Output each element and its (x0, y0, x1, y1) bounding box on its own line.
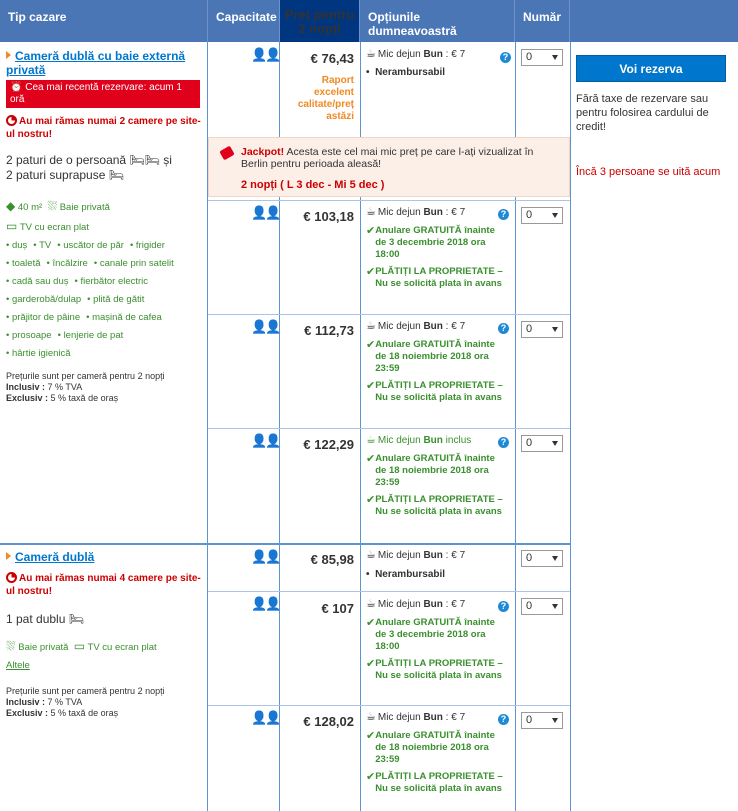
room1-beds-bunk: 2 paturi suprapuse (6, 168, 106, 182)
room-quantity-select[interactable] (521, 49, 563, 66)
recent-booking-text: Cea mai recentă rezervare: acum 1 oră (10, 82, 182, 105)
breakfast-quality: Bun (423, 550, 443, 561)
room2-remaining-text: Au mai rămas numai 4 camere pe site-ul nostru! (6, 573, 201, 597)
two-persons-icon: 👤👤 (251, 47, 280, 62)
inclusive-value: 7 % TVA (47, 697, 83, 707)
row-divider (208, 314, 570, 315)
breakfast-option (366, 320, 498, 333)
room-quantity-select[interactable] (521, 321, 563, 338)
quantity-value: 0 (526, 552, 533, 564)
quantity-value: 0 (526, 714, 533, 726)
excellent-value-note: Raport excelent calitate/preț astăzi (297, 75, 354, 122)
room-size-icon: ◆ (6, 199, 16, 213)
row-divider (208, 428, 570, 429)
check-icon: ✔ (366, 771, 376, 783)
free-cancellation (366, 225, 506, 261)
pay-at-property-text: PLĂTIȚI LA PROPRIETATE – Nu se solicită plata în avans (375, 380, 503, 403)
jackpot-title: Jackpot! (241, 146, 285, 158)
breakfast-price: : € 7 (442, 49, 466, 60)
facility-item: • cadă sau duș (6, 276, 68, 287)
shower-icon: ⛆ (47, 199, 58, 213)
check-icon: ✔ (366, 339, 376, 351)
breakfast-price: : € 7 (442, 207, 466, 218)
inclusive-value: 7 % TVA (47, 382, 83, 392)
facility-item: • lenjerie de pat (58, 330, 124, 341)
breakfast-label: Mic dejun (377, 207, 424, 218)
room2-price-note-text: Prețurile sunt per cameră pentru 2 nopți (6, 686, 165, 696)
facility-item: • fierbător electric (74, 276, 148, 287)
offer-price: € 107 (321, 601, 354, 616)
breakfast-option (366, 598, 498, 611)
room2-tv: TV cu ecran plat (87, 642, 157, 653)
offer-price: € 128,02 (303, 714, 354, 729)
coffee-cup-icon: ☕ (366, 48, 376, 60)
room1-beds (6, 153, 204, 183)
expand-arrow-icon (6, 51, 11, 59)
check-icon: ✔ (366, 494, 376, 506)
col-divider (570, 42, 571, 811)
breakfast-quality: Bun (423, 321, 443, 332)
room2-price-note (6, 686, 204, 719)
reserve-button[interactable]: Voi rezerva (576, 55, 726, 82)
room1-title-wrap[interactable] (6, 49, 204, 77)
room1-remaining (6, 115, 204, 141)
chevron-down-icon (552, 327, 558, 332)
header-capacity: Capacitate (208, 0, 280, 42)
breakfast-price: : € 7 (442, 321, 466, 332)
exclusive-label: Exclusiv : (6, 708, 49, 718)
quantity-value: 0 (526, 437, 533, 449)
room2-beds (6, 612, 204, 627)
exclusive-value: 5 % taxă de oraș (50, 708, 119, 718)
breakfast-label: Mic dejun (377, 435, 424, 446)
facility-item: • încălzire (47, 258, 88, 269)
bunk-bed-icon: 🛏 (108, 168, 124, 182)
single-bed-icon: 🛏🛏 (129, 153, 160, 167)
free-cancellation-text: Anulare GRATUITĂ înainte de 18 noiembrie 2018 ora 23:59 (375, 339, 495, 374)
tv-icon: ▭ (6, 219, 18, 233)
exclusive-label: Exclusiv : (6, 393, 49, 403)
facility-list (6, 237, 204, 255)
jackpot-text: Acesta este cel mai mic preț pe care l-ați vizualizat în Berlin pentru perioada aleasă! (241, 146, 534, 170)
facility-item: • hârtie igienică (6, 348, 71, 359)
breakfast-label: Mic dejun (377, 550, 424, 561)
chevron-down-icon (552, 604, 558, 609)
chevron-down-icon (552, 441, 558, 446)
facility-item: • duș (6, 240, 27, 251)
free-cancellation (366, 339, 506, 375)
chevron-down-icon (552, 55, 558, 60)
breakfast-quality: Bun (423, 49, 443, 60)
offer-price: € 122,29 (303, 437, 354, 452)
check-icon: ✔ (366, 730, 376, 742)
facility-item: • garderobă/dulap (6, 294, 81, 305)
nonrefundable-text: Nerambursabil (375, 569, 446, 580)
facility-item: • mașină de cafea (86, 312, 162, 323)
free-cancellation (366, 730, 506, 766)
coffee-cup-icon: ☕ (366, 434, 376, 446)
facility-item: • toaletă (6, 258, 41, 269)
two-persons-icon: 👤👤 (251, 205, 280, 220)
help-icon[interactable]: ? (498, 714, 509, 725)
tv-icon: ▭ (73, 639, 86, 653)
breakfast-label: Mic dejun (377, 321, 424, 332)
help-icon[interactable]: ? (498, 209, 509, 220)
pay-at-property (366, 658, 506, 682)
pay-at-property-text: PLĂTIȚI LA PROPRIETATE – Nu se solicită plata în avans (375, 658, 503, 681)
free-cancellation-text: Anulare GRATUITĂ înainte de 3 decembrie 2018 ora 18:00 (375, 617, 495, 652)
breakfast-quality: Bun (423, 435, 443, 446)
header-price[interactable] (280, 0, 360, 42)
facility-item: • TV (33, 240, 51, 251)
no-fees-note: Fără taxe de rezervare sau pentru folosirea cardului de credit! (576, 93, 709, 133)
check-icon: ✔ (366, 658, 376, 670)
pay-at-property-text: PLĂTIȚI LA PROPRIETATE – Nu se solicită plata în avans (375, 771, 503, 794)
breakfast-option (366, 549, 498, 562)
check-icon: ✔ (366, 453, 376, 465)
pay-at-property (366, 771, 506, 795)
breakfast-price: : € 7 (442, 712, 466, 723)
quantity-value: 0 (526, 209, 533, 221)
room-quantity-select[interactable] (521, 207, 563, 224)
offer-price: € 76,43 (310, 51, 354, 66)
table-header (0, 0, 738, 42)
two-persons-icon: 👤👤 (251, 596, 280, 611)
inclusive-label: Inclusiv : (6, 697, 46, 707)
two-persons-icon: 👤👤 (251, 549, 280, 564)
pay-at-property (366, 494, 506, 518)
breakfast-quality: Bun (423, 599, 443, 610)
price-tag-icon (219, 146, 234, 161)
room1-amenities (6, 197, 204, 363)
coffee-cup-icon: ☕ (366, 549, 376, 561)
pie-icon (6, 115, 17, 126)
room1-title[interactable]: Cameră dublă cu baie externă privată (6, 49, 186, 77)
header-empty (570, 0, 738, 42)
two-persons-icon: 👤👤 (251, 433, 280, 448)
nonrefundable: • Nerambursabil (366, 67, 446, 78)
help-icon[interactable]: ? (500, 52, 511, 63)
coffee-cup-icon: ☕ (366, 711, 376, 723)
alarm-clock-icon: ⏰ (10, 82, 23, 93)
offer-price: € 103,18 (303, 209, 354, 224)
breakfast-price: : € 7 (442, 550, 466, 561)
breakfast-label: Mic dejun (377, 49, 424, 60)
free-cancellation (366, 453, 506, 489)
more-facilities-link[interactable]: Altele (6, 660, 30, 671)
people-watching-note: Încă 3 persoane se uită acum (576, 166, 721, 178)
breakfast-option (366, 711, 498, 724)
quantity-value: 0 (526, 323, 533, 335)
facility-item: • frigider (130, 240, 165, 251)
room1-beds-and: și (163, 153, 172, 167)
coffee-cup-icon: ☕ (366, 206, 376, 218)
pay-at-property-text: PLĂTIȚI LA PROPRIETATE – Nu se solicită plata în avans (375, 266, 503, 289)
room2-remaining (6, 572, 204, 598)
breakfast-price: : € 7 (442, 599, 466, 610)
breakfast-option (366, 206, 498, 219)
facility-item: • canale prin satelit (94, 258, 174, 269)
room-divider (0, 543, 570, 545)
room2-title[interactable]: Cameră dublă (15, 550, 95, 564)
two-persons-icon: 👤👤 (251, 710, 280, 725)
facility-item: • prăjitor de pâine (6, 312, 80, 323)
pay-at-property (366, 266, 506, 290)
offer-price: € 112,73 (304, 323, 354, 338)
pay-at-property-text: PLĂTIȚI LA PROPRIETATE – Nu se solicită plata în avans (375, 494, 503, 517)
header-room-type: Tip cazare (0, 0, 208, 42)
offer-price: € 85,98 (310, 552, 354, 567)
chevron-down-icon (552, 718, 558, 723)
row-divider (208, 591, 570, 592)
shower-icon: ⛆ (6, 639, 16, 653)
room-quantity-select[interactable] (521, 598, 563, 615)
room1-tv: TV cu ecran plat (19, 222, 89, 233)
room1-size: 40 m² (17, 202, 43, 213)
nonrefundable-text: Nerambursabil (375, 67, 446, 78)
quantity-value: 0 (526, 51, 533, 63)
breakfast-option (366, 434, 498, 447)
chevron-down-icon (552, 213, 558, 218)
check-icon: ✔ (366, 380, 376, 392)
double-bed-icon: 🛏 (68, 612, 84, 626)
row-divider (208, 200, 570, 201)
room1-private-bath: Baie privată (59, 202, 110, 213)
exclusive-value: 5 % taxă de oraș (50, 393, 119, 403)
check-icon: ✔ (366, 225, 376, 237)
header-options: Opțiunile dumneavoastră (360, 0, 515, 42)
room2-title-wrap[interactable] (6, 550, 204, 564)
facility-item: • uscător de păr (57, 240, 124, 251)
header-price-label: Preț pentru (284, 7, 355, 22)
free-cancellation-text: Anulare GRATUITĂ înainte de 3 decembrie 2018 ora 18:00 (375, 225, 495, 260)
breakfast-option (366, 48, 498, 61)
room-quantity-select[interactable] (521, 435, 563, 452)
nonrefundable: • Nerambursabil (366, 569, 446, 580)
jackpot-message (241, 146, 561, 170)
inclusive-label: Inclusiv : (6, 382, 46, 392)
check-icon: ✔ (366, 266, 376, 278)
breakfast-included: inclus (442, 435, 472, 446)
recent-booking-badge (6, 80, 200, 108)
room2-beds-text: 1 pat dublu (6, 612, 66, 626)
pie-icon (6, 572, 17, 583)
room1-price-note (6, 371, 204, 404)
room1-price-note-text: Prețurile sunt per cameră pentru 2 nopți (6, 371, 165, 381)
help-icon[interactable]: ? (498, 323, 509, 334)
coffee-cup-icon: ☕ (366, 598, 376, 610)
pay-at-property (366, 380, 506, 404)
expand-arrow-icon (6, 552, 11, 560)
room2-private-bath: Baie privată (18, 642, 69, 653)
breakfast-label: Mic dejun (377, 599, 424, 610)
room2-amenities (6, 637, 204, 675)
room-quantity-select[interactable] (521, 550, 563, 567)
free-cancellation (366, 617, 506, 653)
room1-beds-single: 2 paturi de o persoană (6, 153, 127, 167)
coffee-cup-icon: ☕ (366, 320, 376, 332)
jackpot-banner (208, 137, 570, 197)
room1-remaining-text: Au mai rămas numai 2 camere pe site-ul nostru! (6, 116, 201, 140)
header-price-nights: 2 nopți (298, 21, 341, 36)
breakfast-quality: Bun (423, 207, 443, 218)
free-cancellation-text: Anulare GRATUITĂ înainte de 18 noiembrie 2018 ora 23:59 (375, 453, 495, 488)
row-divider (208, 705, 570, 706)
jackpot-dates: 2 nopți ( L 3 dec - Mi 5 dec ) (241, 179, 385, 191)
quantity-value: 0 (526, 600, 533, 612)
free-cancellation-text: Anulare GRATUITĂ înainte de 18 noiembrie 2018 ora 23:59 (375, 730, 495, 765)
help-icon[interactable]: ? (498, 601, 509, 612)
help-icon[interactable]: ? (498, 437, 509, 448)
chevron-down-icon (552, 556, 558, 561)
breakfast-label: Mic dejun (377, 712, 424, 723)
two-persons-icon: 👤👤 (251, 319, 280, 334)
breakfast-quality: Bun (423, 712, 443, 723)
facility-item: • prosoape (6, 330, 52, 341)
check-icon: ✔ (366, 617, 376, 629)
header-number: Număr (515, 0, 570, 42)
facility-item: • plită de gătit (87, 294, 144, 305)
room-quantity-select[interactable] (521, 712, 563, 729)
